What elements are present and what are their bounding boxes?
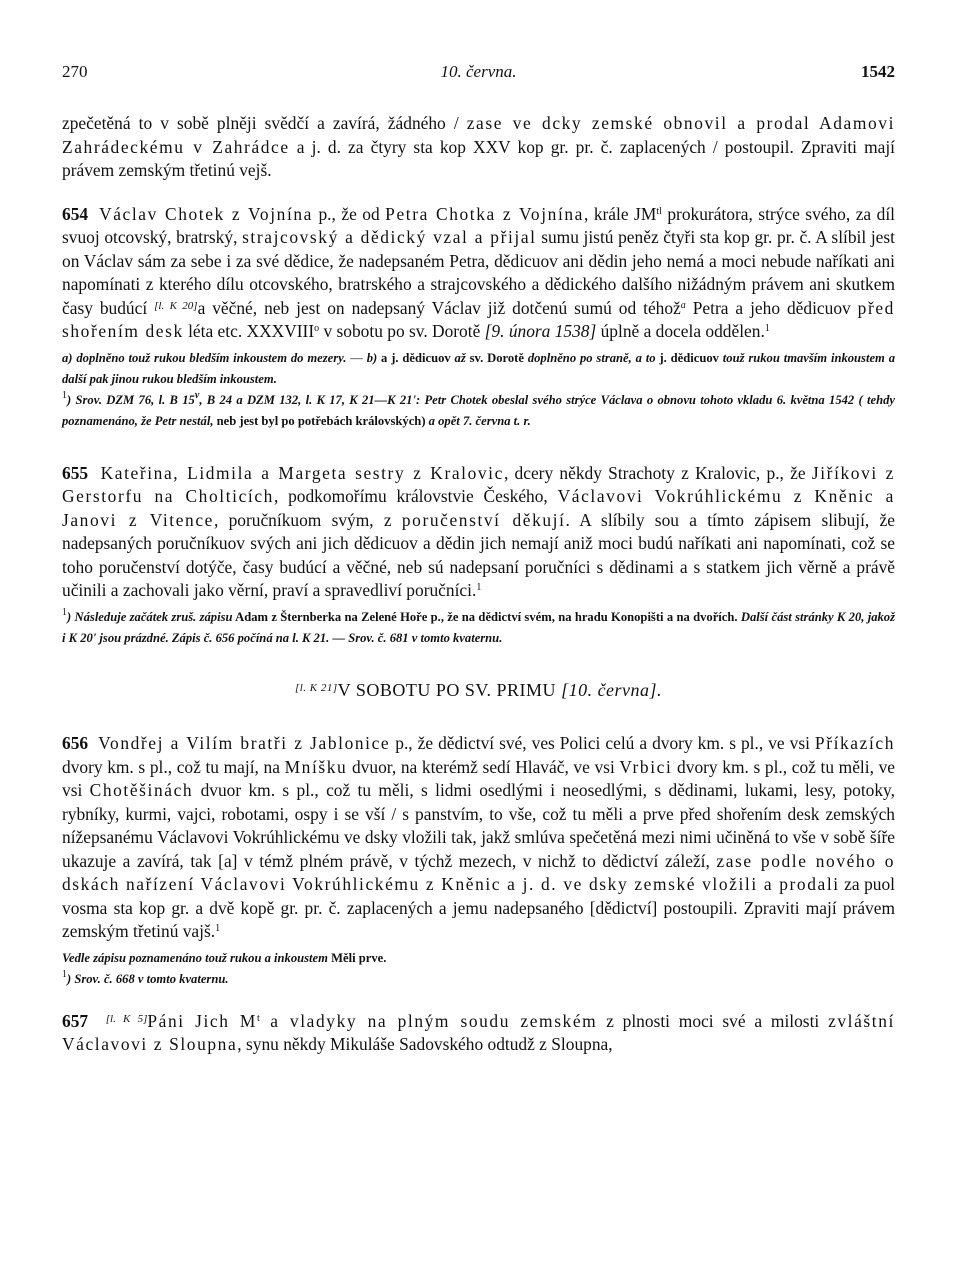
footnote-654 xyxy=(62,390,895,432)
footnote-marker: 1 xyxy=(215,923,221,934)
text-run: , podkomořímu královstvie Českého, xyxy=(273,486,558,506)
text-run: sumu jistú peněz čtyři sta kop gr. pr. č. A slíbil jest on Václav sám za sebe i za své dědice, že nadepsaném Petra, dědicuov ani dědin jeho nemá a moci nebude naříkati ani napomínati z kterého dílu otcovského, bratrského a strajcovského a dědického dalšího nižádným právem ani skutkem časy budúcí xyxy=(62,227,895,318)
page-title: 10. června. xyxy=(440,62,517,81)
entry-656 xyxy=(62,732,895,944)
spaced-text: Mníšku xyxy=(284,756,348,777)
textual-note-656 xyxy=(62,948,895,969)
page-number: 270 xyxy=(62,62,88,81)
text-run: . A slíbily sou a tímto zápisem slibují, že nadepsaných poručníkuov svých ani jich dědicuov a dědin jich nemají aniž moci budú naříkati ani napomínati, což se toho poručenství dotýče, časy budúcí a věčné, neb sú nadepsaní poručníci s dědinami a s statkem jich věrně a právě učinili a zachovali jako věrní, praví a spravedliví poručníci. xyxy=(62,509,895,600)
note-text: touž rukou tmavším inkoustem a další pak jinou rukou bledším inkoustem. xyxy=(62,350,895,386)
section-heading xyxy=(62,679,895,703)
text-run: léta etc. XXXVIII xyxy=(183,321,315,341)
spaced-text: před shořením desk xyxy=(62,297,895,341)
text-run: , synu někdy Mikuláše Sadovského odtudž z Sloupna, xyxy=(237,1034,613,1054)
spaced-text: Vondřej a Vilím bratři z Jablonice xyxy=(98,733,391,753)
date-annotation: [9. února 1538] xyxy=(484,321,597,341)
spaced-text: poručenství děkují xyxy=(401,509,566,530)
superscript: v xyxy=(194,389,200,401)
entry-number: 654 xyxy=(62,203,89,224)
spaced-text: Václavovi Vokrúhlickému z Kněnic a Janovi z Vitence xyxy=(62,486,895,530)
text-run: , poručníkuom svým, z xyxy=(213,509,402,530)
spaced-text: Příkazích xyxy=(814,733,895,753)
text-run: p., že dědictví své, ves Polici celú a dvory km. s pl., ve vsi xyxy=(390,733,815,753)
footnote-marker: a xyxy=(680,299,686,311)
footnote-655 xyxy=(62,607,895,649)
text-run: Petra a jeho dědicuov xyxy=(685,297,858,318)
text-run: dvory km. s pl., což tu měli, ve vsi xyxy=(62,756,895,800)
text-run: z plnosti moci své a milosti xyxy=(597,1010,829,1031)
note-text: až xyxy=(450,350,470,365)
entry-number: 657 xyxy=(62,1010,89,1031)
intro-paragraph xyxy=(62,112,895,183)
note-text: Adam z Šternberka na Zelené Hoře p., že na dědictví svém, na hradu Konopišti a na dvořích. xyxy=(232,609,738,624)
entry-number: 656 xyxy=(62,733,89,753)
footnote-marker: 1 xyxy=(62,389,67,401)
text-run: za puol vosma sta kop gr. a dvě kopě gr. pr. č. zaplacených a jemu nadepsaného [dědictví] postoupili. Zpraviti mají právem zemským třetinú vajš. xyxy=(62,874,895,941)
text-run: v sobotu po sv. Dorotě xyxy=(319,321,485,341)
note-text: doplněno po straně, a to xyxy=(523,350,660,365)
margin-reference: [l. K 21] xyxy=(294,681,338,694)
superscript: o xyxy=(314,323,320,334)
text-run: , dcery někdy Strachoty z Kralovic, p., že xyxy=(503,462,812,483)
text-run: dvuor, na kterémž sedí Hlaváč, ve vsi xyxy=(347,756,620,777)
document-page xyxy=(62,62,895,1057)
text-run: dvory km. s pl., což tu mají, na xyxy=(62,756,285,777)
text-run: p., že od xyxy=(313,203,386,224)
heading-date: [10. června]. xyxy=(561,679,663,700)
note-text: ) Následuje začátek zruš. zápisu xyxy=(67,609,233,624)
note-text: b) xyxy=(366,350,378,365)
note-text: — xyxy=(346,350,367,365)
spaced-text: zase podle nového o dskách nařízení Václavovi Vokrúhlickému z Kněnic a j. d. ve dsky zemské vložili a prodali xyxy=(62,850,895,894)
spaced-text: Kateřina, Lidmila a Margeta sestry z Kralovic xyxy=(100,462,504,483)
footnote-marker: 1 xyxy=(764,323,770,334)
spaced-text: Chotěšinách xyxy=(89,780,194,800)
text-run: úplně a docela oddělen. xyxy=(596,321,765,341)
spaced-text: a vladyky na plným soudu zemském xyxy=(259,1010,598,1031)
footnote-marker: 1 xyxy=(62,968,67,980)
note-text: ) Srov. DZM 76, l. B 15 xyxy=(67,392,195,407)
superscript: t xyxy=(257,1012,260,1024)
text-run: a věčné, neb jest on nadepsaný Václav již dotčenú sumú od téhož xyxy=(197,297,681,318)
note-text: a opět 7. června t. r. xyxy=(425,413,531,428)
margin-reference: [l. K 5] xyxy=(105,1012,148,1025)
note-text: Měli prve. xyxy=(327,950,387,965)
margin-reference: [l. K 20] xyxy=(154,299,198,312)
spaced-text: Páni Jich M xyxy=(147,1010,257,1031)
footnote-656 xyxy=(62,969,895,990)
footnote-marker: 1 xyxy=(62,606,67,618)
note-text: Vedle zápisu poznamenáno touž rukou a inkoustem xyxy=(62,950,328,965)
spaced-text: Jiříkovi z Gerstorfu na Cholticích xyxy=(62,462,895,506)
textual-note-654 xyxy=(62,348,895,390)
note-text: , B 24 a DZM 132, l. K 17, K 21—K 21': Petr Chotek obeslal svého strýce Václava o obnovu tohoto vkladu 6. května 1542 ( tehdy poznamenáno, že Petr nestál, xyxy=(62,392,895,428)
spaced-text: Václav Chotek z Vojnína xyxy=(99,203,313,224)
spaced-text: Petra Chotka z Vojnína xyxy=(385,203,584,224)
text-run: prokurátora, strýce svého, za díl svuoj otcovský, bratrský, xyxy=(62,203,895,247)
text-run: dvuor km. s pl., což tu měli, s lidmi osedlými i neosedlými, s dědinami, lukami, lesy, potoky, rybníky, kurmi, vajci, robotami, ospy i se vší / s panstvím, to vše, což tu měli a prve před shořením desk zemských nížepsanému Václavovi Vokrúhlickému ve dsky vložili tak, jakž smlúva spečetěná mezi nimi učiněná to vše v sobě šíře ukazuje a zavírá, tak [a] v témž plném právě, v týchž mezech, v nichž to dědictví záleží, xyxy=(62,780,895,871)
note-text: j. dědicuov xyxy=(659,350,719,365)
text-run: a j. d. za čtyry sta kop XXV kop gr. pr. č. zaplacených / postoupil. Zpraviti mají právem zemským třetinú vejš. xyxy=(62,136,895,180)
note-text: neb jest byl po potřebách královských) xyxy=(213,413,426,428)
header-year: 1542 xyxy=(861,62,895,81)
note-text: a) doplněno touž rukou bledším inkoustem do mezery. xyxy=(62,350,347,365)
footnote-marker: 1 xyxy=(476,582,482,593)
page-body xyxy=(62,112,895,1057)
text-run: zpečetěná to v sobě plněji svědčí a zavírá, žádného / xyxy=(62,113,467,133)
spaced-text: strajcovský a dědický vzal a přijal xyxy=(242,227,537,247)
note-text: ) Srov. č. 668 v tomto kvaternu. xyxy=(67,971,229,986)
entry-655 xyxy=(62,462,895,603)
spaced-text: zvláštní Václavovi z Sloupna xyxy=(62,1010,895,1054)
entry-number: 655 xyxy=(62,462,89,483)
spaced-text: zase ve dcky zemské obnovil a prodal Adamovi Zahrádeckému v Zahrádce xyxy=(62,113,895,157)
heading-text: V SOBOTU PO SV. PRIMU xyxy=(337,679,562,700)
entry-654 xyxy=(62,203,895,344)
superscript: tl xyxy=(656,205,662,217)
spaced-text: Vrbici xyxy=(619,756,673,777)
text-run: , krále JM xyxy=(583,203,657,224)
note-text: Další část stránky K 20, jakož i K 20' jsou prázdné. Zápis č. 656 počíná na l. K 21. — Srov. č. 681 v tomto kvaternu. xyxy=(62,609,896,645)
entry-657 xyxy=(62,1010,895,1057)
note-text: a j. dědicuov xyxy=(377,350,451,365)
note-text: sv. Dorotě xyxy=(469,350,524,365)
running-header xyxy=(62,62,895,90)
